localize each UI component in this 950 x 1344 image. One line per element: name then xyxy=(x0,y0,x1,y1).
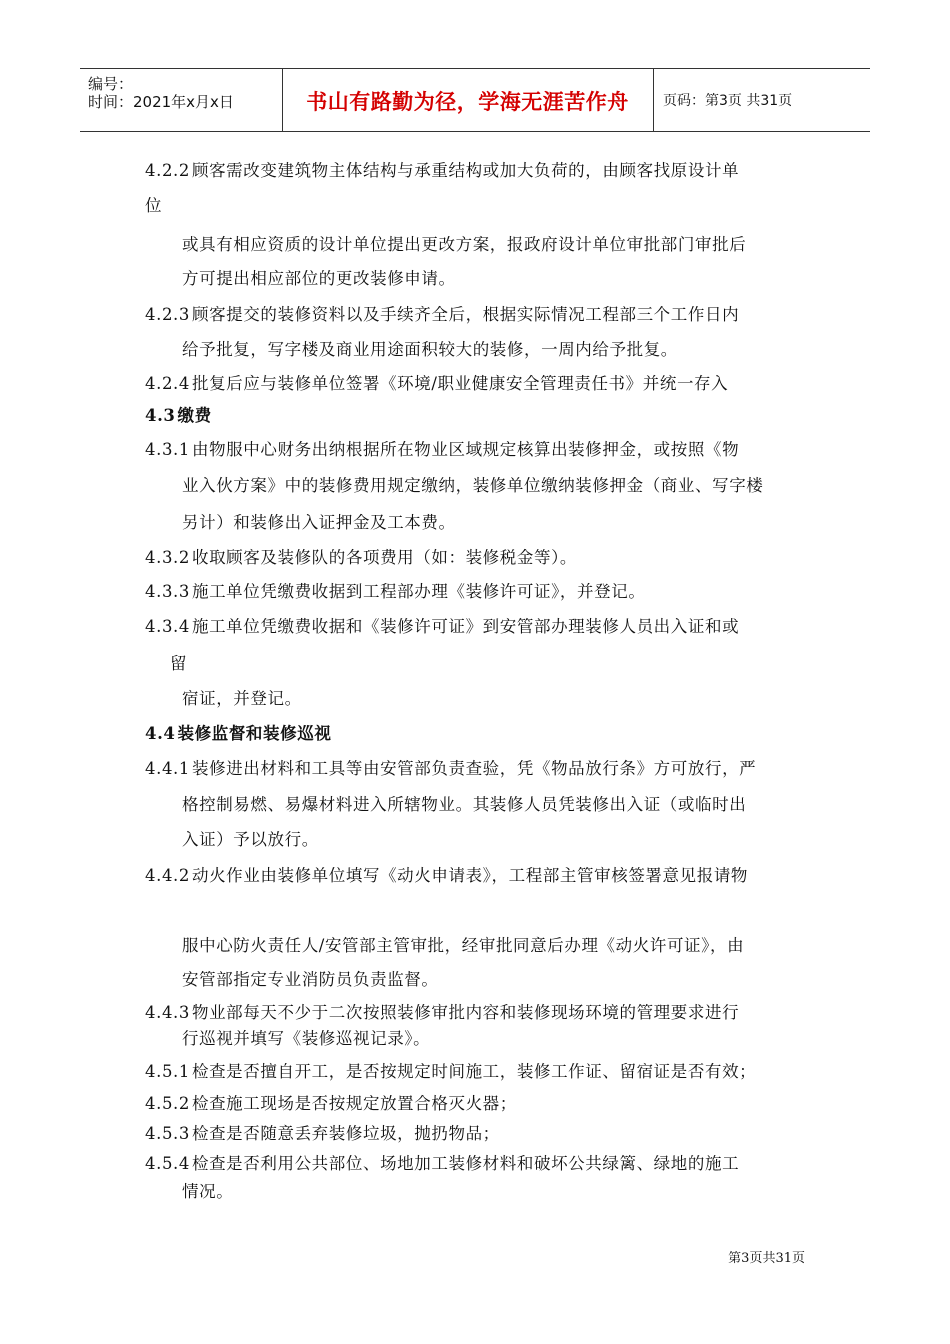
clause-number: 4.3.2 xyxy=(145,548,190,567)
line-text: 施工单位凭缴费收据到工程部办理《装修许可证》，并登记。 xyxy=(191,582,646,601)
paragraph-line xyxy=(145,1090,517,1114)
clause-number: 4.3.1 xyxy=(145,440,190,459)
date-label: 时间：2021年x月x日 xyxy=(88,93,234,111)
clause-number: 4.3.3 xyxy=(145,582,190,601)
paragraph-line xyxy=(182,231,746,255)
header-page-cell xyxy=(653,69,870,131)
line-text: 位 xyxy=(145,196,163,215)
section-number: 4.3 xyxy=(145,406,176,425)
clause-number: 4.4.3 xyxy=(145,1003,190,1022)
line-text: 行巡视并填写《装修巡视记录》。 xyxy=(182,1029,431,1048)
page-footer: 第3页共31页 xyxy=(728,1251,805,1266)
line-text: 由物服中心财务出纳根据所在物业区域规定核算出装修押金，或按照《物 xyxy=(191,440,740,459)
paragraph-line xyxy=(182,1025,430,1049)
line-text: 留 xyxy=(170,654,188,673)
line-text: 批复后应与装修单位签署《环境/职业健康安全管理责任书》并统一存入 xyxy=(191,374,729,393)
line-text: 安管部指定专业消防员负责监督。 xyxy=(182,970,439,989)
clause-number: 4.4.2 xyxy=(145,866,190,885)
line-text: 检查是否擅自开工，是否按规定时间施工，装修工作证、留宿证是否有效； xyxy=(191,1062,757,1081)
line-text: 物业部每天不少于二次按照装修审批内容和装修现场环境的管理要求进行 xyxy=(191,1003,740,1022)
paragraph-line xyxy=(182,685,302,709)
paragraph-line xyxy=(182,336,678,360)
clause-number: 4.5.2 xyxy=(145,1094,190,1113)
line-text: 给予批复，写字楼及商业用途面积较大的装修，一周内给予批复。 xyxy=(182,340,678,359)
line-text: 检查是否利用公共部位、场地加工装修材料和破坏公共绿篱、绿地的施工 xyxy=(191,1154,740,1173)
paragraph-line xyxy=(145,1120,500,1144)
motto: 书山有路勤为径，学海无涯苦作舟 xyxy=(306,90,629,114)
page-header xyxy=(80,68,870,132)
paragraph-line xyxy=(145,613,739,637)
serial-label: 编号： xyxy=(88,75,134,93)
paragraph-line xyxy=(182,932,744,956)
line-text: 装修进出材料和工具等由安管部负责查验，凭《物品放行条》方可放行，严 xyxy=(191,759,757,778)
line-text: 顾客提交的装修资料以及手续齐全后，根据实际情况工程部三个工作日内 xyxy=(191,305,740,324)
clause-number: 4.3.4 xyxy=(145,617,190,636)
paragraph-line xyxy=(145,1150,739,1174)
paragraph-line xyxy=(145,370,728,394)
paragraph-line xyxy=(182,265,456,289)
line-text: 格控制易燃、易爆材料进入所辖物业。其装修人员凭装修出入证（或临时出 xyxy=(182,795,747,814)
clause-number: 4.5.1 xyxy=(145,1062,190,1081)
section-title: 装修监督和装修巡视 xyxy=(177,724,332,743)
paragraph-line xyxy=(182,791,746,815)
line-text: 动火作业由装修单位填写《动火申请表》，工程部主管审核签署意见报请物 xyxy=(191,866,749,885)
line-text: 检查是否随意丢弃装修垃圾，抛扔物品； xyxy=(191,1124,500,1143)
paragraph-line xyxy=(145,157,739,181)
paragraph-line xyxy=(182,472,763,496)
line-text: 业入伙方案》中的装修费用规定缴纳，装修单位缴纳装修押金（商业、写字楼 xyxy=(182,476,764,495)
line-text: 检查施工现场是否按规定放置合格灭火器； xyxy=(191,1094,517,1113)
paragraph-line xyxy=(182,826,319,850)
header-meta-cell xyxy=(80,69,283,131)
paragraph-line xyxy=(145,192,162,216)
paragraph-line xyxy=(170,650,187,674)
section-heading xyxy=(145,720,331,744)
line-text: 宿证，并登记。 xyxy=(182,689,302,708)
paragraph-line xyxy=(182,1178,233,1202)
line-text: 入证）予以放行。 xyxy=(182,830,319,849)
line-text: 情况。 xyxy=(182,1182,234,1201)
clause-number: 4.2.2 xyxy=(145,161,190,180)
line-text: 顾客需改变建筑物主体结构与承重结构或加大负荷的，由顾客找原设计单 xyxy=(191,161,740,180)
line-text: 收取顾客及装修队的各项费用（如：装修税金等）。 xyxy=(191,548,578,567)
page-number-label: 页码：第3页 共31页 xyxy=(663,93,793,109)
line-text: 或具有相应资质的设计单位提出更改方案，报政府设计单位审批部门审批后 xyxy=(182,235,747,254)
paragraph-line xyxy=(182,509,456,533)
clause-number: 4.5.4 xyxy=(145,1154,190,1173)
paragraph-line xyxy=(145,755,756,779)
line-text: 方可提出相应部位的更改装修申请。 xyxy=(182,269,456,288)
clause-number: 4.2.3 xyxy=(145,305,190,324)
section-number: 4.4 xyxy=(145,724,176,743)
line-text: 施工单位凭缴费收据和《装修许可证》到安管部办理装修人员出入证和或 xyxy=(191,617,740,636)
clause-number: 4.4.1 xyxy=(145,759,190,778)
paragraph-line xyxy=(145,301,739,325)
line-text: 另计）和装修出入证押金及工本费。 xyxy=(182,513,456,532)
line-text: 服中心防火责任人/安管部主管审批，经审批同意后办理《动火许可证》，由 xyxy=(182,936,745,955)
paragraph-line xyxy=(145,862,748,886)
header-motto-cell xyxy=(282,69,654,131)
paragraph-line xyxy=(145,436,739,460)
clause-number: 4.5.3 xyxy=(145,1124,190,1143)
section-title: 缴费 xyxy=(177,406,212,425)
paragraph-line xyxy=(145,578,645,602)
paragraph-line xyxy=(145,1058,756,1082)
clause-number: 4.2.4 xyxy=(145,374,190,393)
section-heading xyxy=(145,402,212,426)
paragraph-line xyxy=(145,999,739,1023)
paragraph-line xyxy=(182,966,439,990)
paragraph-line xyxy=(145,544,577,568)
